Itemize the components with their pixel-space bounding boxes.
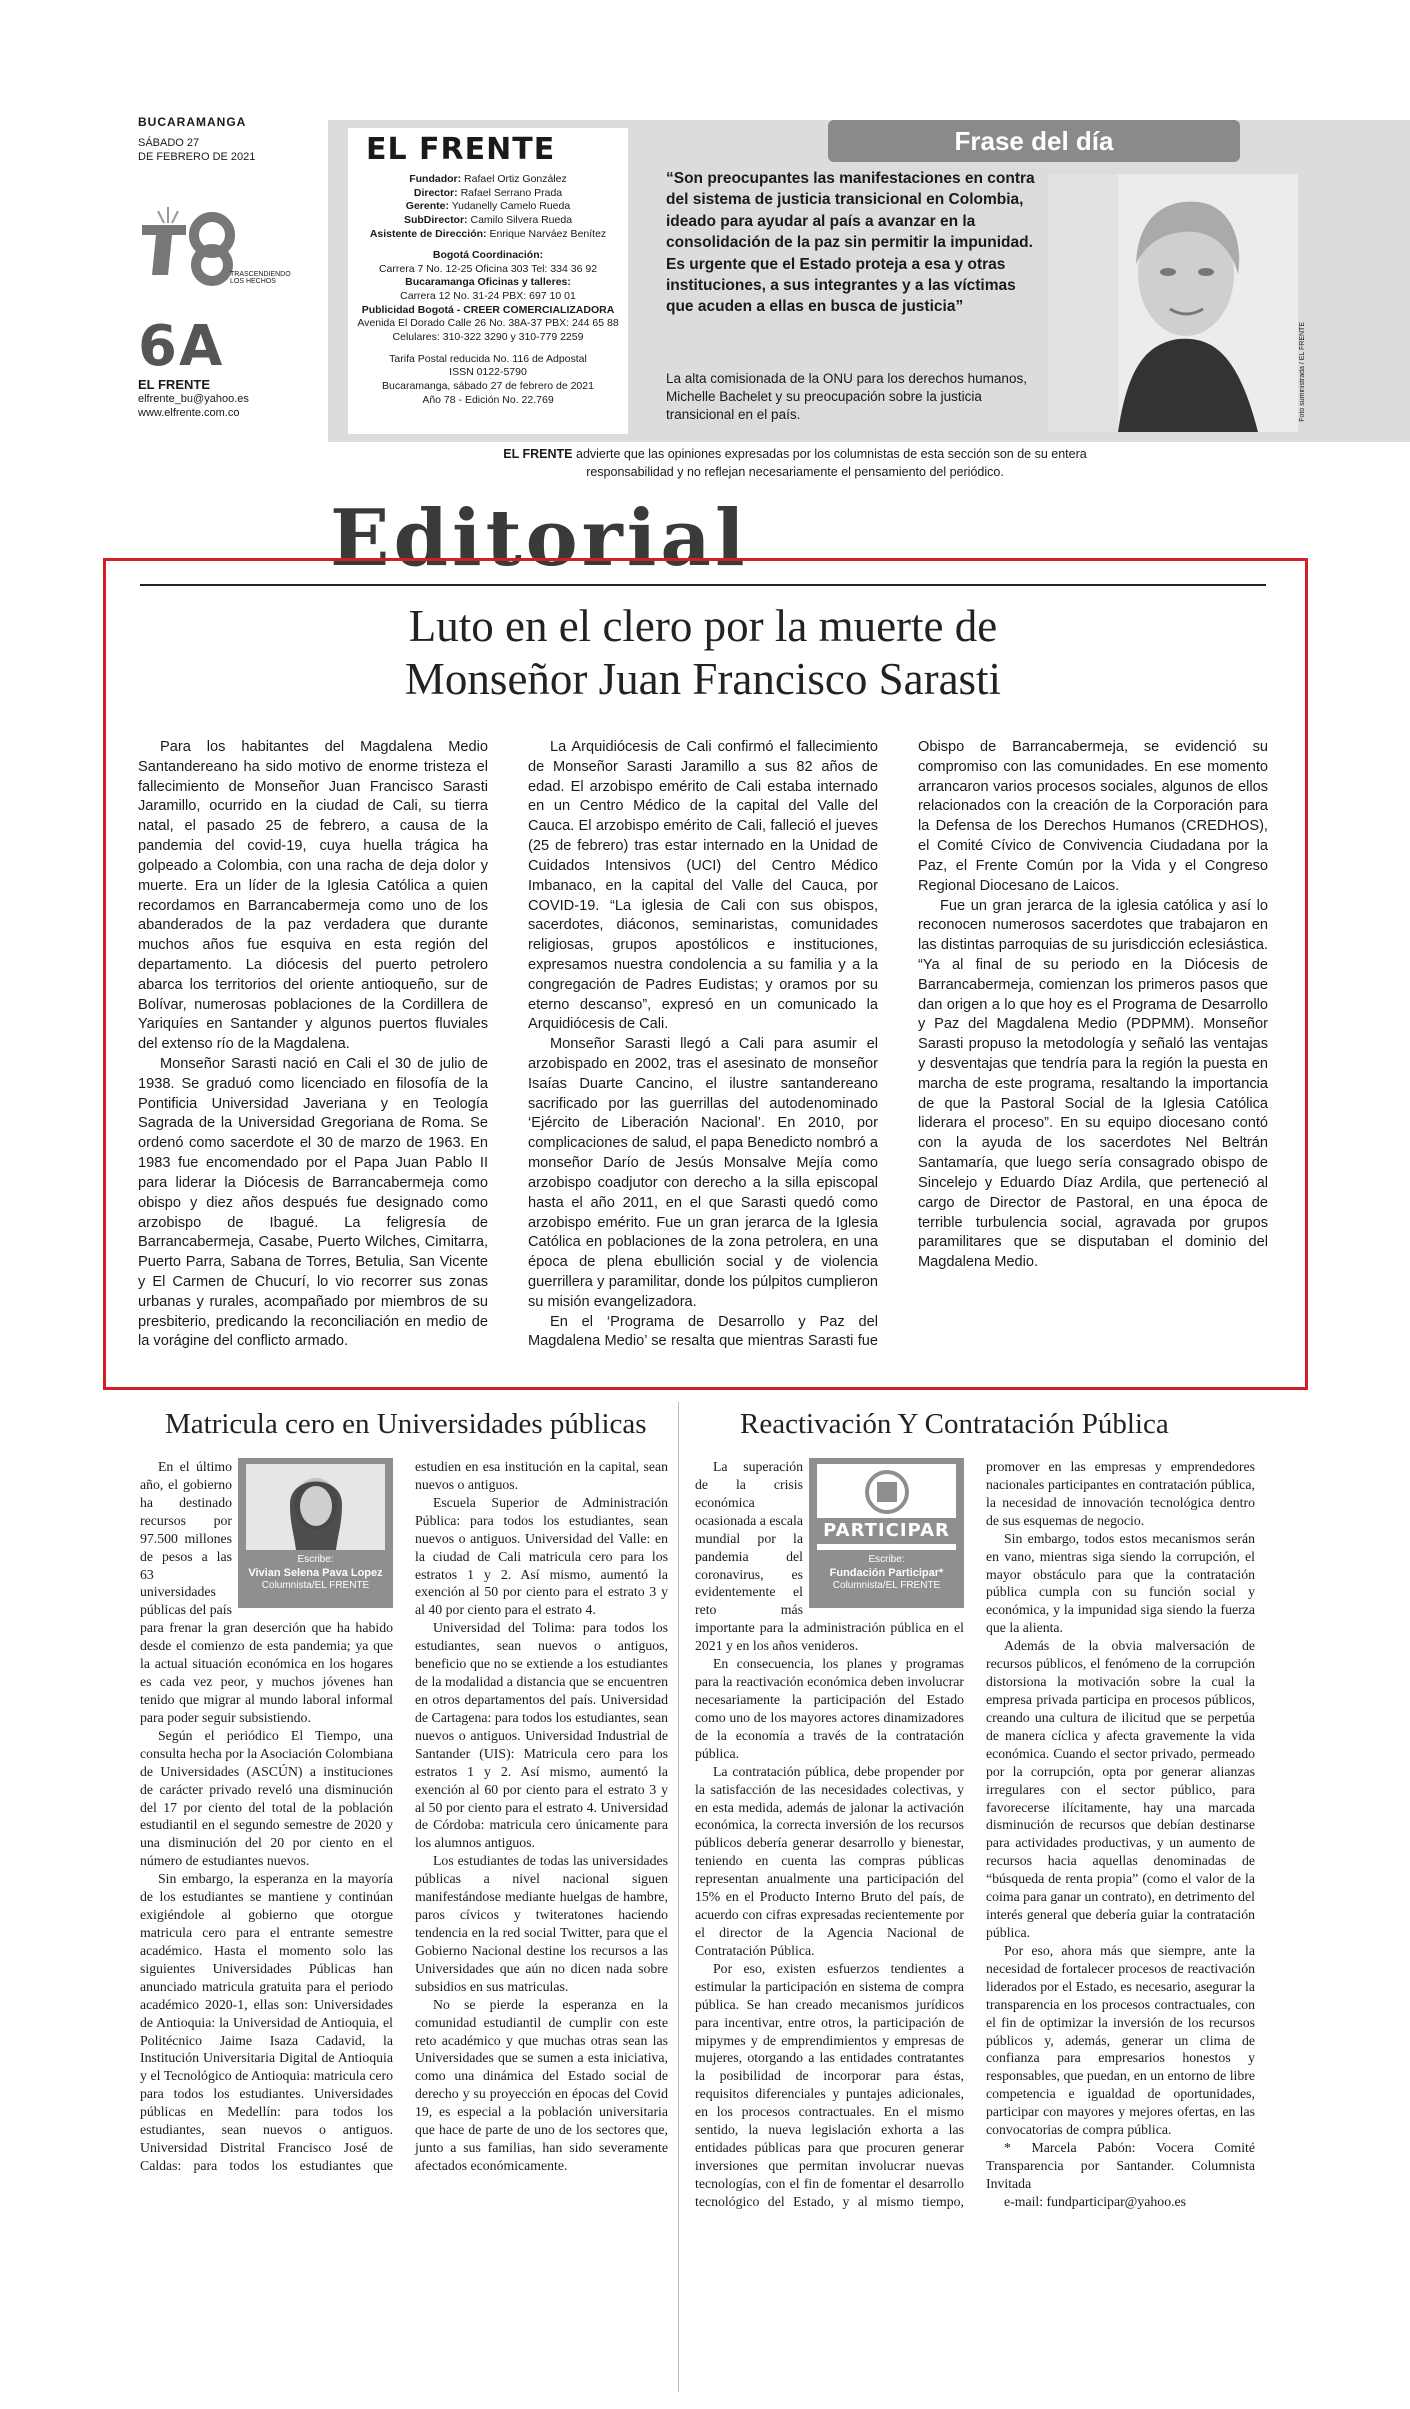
column-headline-right: Reactivación Y Contratación Pública (740, 1408, 1169, 1440)
paragraph: En el ‘Programa de Desarrollo y Paz del Magdalena Medio’ se resalta que mientras Sarasti fue Obispo de Barrancabermeja, se evidenció su compromiso con las comunidades. En ese momento arrancaron varios procesos sociales, algunos de ellos relacionados con la creación de la Corporación para la Defensa de los Derechos Humanos (CREDHOS), el Comité Cívico de Convivencia Ciudadana por la Paz, el Frente Común por la Vida y el Congreso Regional Diocesano de Laicos. (528, 739, 1268, 1350)
paragraph: Monseñor Sarasti llegó a Cali para asumir el arzobispado en 2002, tras el asesinato de monseñor Isaías Duarte Cancino, el ilustre santandereano sacrificado por las guerrillas del autodenominado ‘Ejército de Liberación Nacional’. En 2010, por complicaciones de salud, el papa Benedicto nombró a monseñor Darío de Jesús Monsalve Mejía como arzobispo coadjutor con derecho a la silla episcopal hasta el año 2011, en el que Sarasti quedó como arzobispo emérito. Fue un gran jerarca de la Iglesia Católica en poblaciones de la zona petrolera, en una época de plena ebullición social y de violencia guerrillera y paramilitar, donde los púlpitos cumplieron su misión evangelizadora. (528, 1036, 878, 1310)
postal-line: Año 78 - Edición No. 22.769 (422, 393, 554, 406)
paragraph: En consecuencia, los planes y programas para la reactivación económica deben involucrar necesariamente la participación del Estado como uno de los mayores actores dinamizadores de la economía a través de la contratación pública. (695, 1656, 964, 1761)
divider (140, 584, 1266, 586)
paragraph: Por eso, ahora más que siempre, ante la necesidad de fortalecer procesos de reactivación liderados por el Estado, es necesario, asegurar la transparencia en los procesos contractuales, con el fin de optimizar la inversión de los recursos públicos y, además, generar un clima de confianza para empresarios honestos y responsables, que puedan, en un entorno de libre competencia e igualdad de oportunidades, participar con mayores y mejores ofertas, en las convocatorias de compra pública. (986, 1942, 1255, 2138)
postal-line: Tarifa Postal reducida No. 116 de Adpostal (389, 352, 587, 365)
column-body-left (140, 1458, 668, 2388)
author-card (238, 1458, 393, 1608)
column-body-right (695, 1458, 1255, 2388)
office-line: Bucaramanga Oficinas y talleres: (405, 276, 571, 289)
paragraph: La superación de la crisis económica ocasionada a escala mundial por la pandemia del coronavirus, es evidentemente el reto más importante para la administración pública en el 2021 y en los años venideros. (695, 1459, 964, 1654)
paragraph: La contratación pública, debe propender por la satisfacción de las necesidades colectivas, y en esta medida, además de jalonar la activación económica, la correcta inversión de los recursos públicos debería generar desarrollo y bienestar, teniendo en cuenta las compras públicas representan anualmente una participación del 15% en el Producto Interno Bruto del país, de acuerdo con cifras expresadas recientemente por el director de la Agencia Nacional de Contratación Pública. (695, 1763, 964, 1958)
quote-of-the-day (648, 120, 1410, 442)
column-headline-left: Matricula cero en Universidades públicas (165, 1408, 647, 1440)
page-number: 6A (138, 313, 225, 379)
author-photo (246, 1464, 385, 1550)
credit-line: Director: Rafael Serrano Prada (413, 186, 563, 199)
editorial-headline: Luto en el clero por la muerte de Monseñor Juan Francisco Sarasti (404, 601, 1002, 704)
author-card (809, 1458, 964, 1608)
paragraph: Además de la obvia malversación de recursos públicos, el fenómeno de la corrupción distorsiona la motivación sobre la cual la empresa privada participa en procesos públicos, creando una cultura de ilicitud que se perpetúa de manera cíclica y afecta gravemente la vida económica. Cuando el sector privado, permeado por la corrupción, opta por generar alianzas irregulares con el sector público, para favorecerse ilícitamente, hay una marcada disminución de recursos que debían destinarse para actividades productivas, y un aumento de recursos hacia aquellas denominadas de “búsqueda de renta propia” (como el valor de la coima para ganar un contrato), en detrimento del interés general que debería guiar la contratación pública. (986, 1638, 1255, 1940)
masthead-title: EL FRENTE (366, 132, 556, 167)
paragraph: No se pierde la esperanza en la comunidad estudiantil de cumplir con este reto académico y que muchas otras sean las Universidades que se sumen a esta iniciativa, como una dinámica del Estado social de derecho y su proyección en épocas del Covid 19, es especial a la población universitaria que hace de parte de uno de los sectores que, junto a sus familias, han sido severamente afectados económicamente. (415, 1996, 668, 2173)
anniversary-logo: TRASCENDIENDO LOS HECHOS (138, 205, 288, 297)
masthead-credits (348, 128, 628, 434)
office-line: Carrera 7 No. 12-25 Oficina 303 Tel: 334 36 92 (378, 262, 598, 275)
section-title: Editorial (330, 493, 749, 584)
masthead-panel (328, 120, 1410, 442)
disclaimer: EL FRENTE advierte que las opiniones expresadas por los columnistas de esta sección son de su entera responsabilidad y no reflejan necesariamente el pensamiento del periódico. (503, 447, 1087, 479)
portrait-photo (1048, 174, 1306, 432)
office-line: Bogotá Coordinación: (432, 249, 544, 262)
paragraph: Los estudiantes de todas las universidades públicas a nivel nacional siguen manifestándose mediante huelgas de hambre, paros cívicos y twiteratones haciendo tendencia en la red social Twitter, para que el Gobierno Nacional destine los recursos a las Universidades que aún no dicen nada sobre subsidios en sus matriculas. (415, 1853, 668, 1994)
issue-date: SÁBADO 27 DE FEBRERO DE 2021 (138, 137, 256, 163)
paragraph: La Arquidiócesis de Cali confirmó el fallecimiento de Monseñor Sarasti Jaramillo a sus 82 años de edad. El arzobispo emérito de Cali estaba internado en un Centro Médico de la capital del Valle del Cauca. El arzobispo emérito de Cali, falleció el jueves (25 de febrero) tras estar internado en la Unidad de Cuidados Intensivos (UCI) del Centro Médico Imbanaco, en la capital del Valle del Cauca, por COVID-19. “La iglesia de Cali con sus obispos, sacerdotes, diáconos, seminaristas, comunidades religiosas, grupos apostólicos e instituciones, expresamos nuestra condolencia a su familia y a la congregación de Padres Eudistas; y oramos por su eterno descanso”, expresó en un comunicado la Arquidiócesis de Cali. (528, 739, 878, 1033)
paragraph: Monseñor Sarasti nació en Cali el 30 de julio de 1938. Se graduó como licenciado en filosofía de la Pontificia Universidad Javeriana y en Teología Sagrada de la Universidad Gregoriana de Roma. Se ordenó como sacerdote el 30 de marzo de 1963. En 1983 fue encomendado por el Papa Juan Pablo II para liderar la Diócesis de Barrancabermeja como obispo y diez años después fue designado como arzobispo de Ibagué. La feligresía de Barrancabermeja, Casabe, Puerto Wilches, Cimitarra, Puerto Parra, Sabana de Torres, Betulia, San Vicente y El Carmen de Chucurí, lo vio recorrer sus zonas urbanas y rurales, acompañado por miembros de su presbiterio, predicando la reconciliación en medio de la vorágine del conflicto armado. (138, 1056, 488, 1350)
paragraph: Universidad del Tolima: para todos los estudiantes, sean nuevos o antiguos, beneficio que no se extiende a los estudiantes de la modalidad a distancia que se encuentren en otros departamentos del país. Universidad de Cartagena: para todos los estudiantes, sean nuevos o antiguos. Universidad Industrial de Santander (UIS): Matricula cero para los estratos 1 y 2. Así mismo, aumentó la exención al 60 por ciento para el estrato 3 y al 50 por ciento para el estrato 4. Universidad de Córdoba: matricula cero únicamente para los alumnos antiguos. (415, 1620, 668, 1851)
paragraph: Sin embargo, la esperanza en la mayoría de los estudiantes se mantiene y continúan exigiéndole al gobierno que otorgue matricula cero para el entrante semestre académico. Hasta el momento solo las siguientes Universidades Públicas han anunciado matricula gratuita para el periodo académico 2020-1, ellas son: Universidades de Antioquia: la Universidad de Antioquia, el Politécnico Jaime Isaza Cadavid, la Institución Universitaria Digital de Antioquia y el Tecnológico de Antioquia: matricula cero para todos los estudiantes. Universidades públicas en Medellín: para todos los estudiantes, sean nuevos o antiguos. Universidad Distrital Francisco José de Caldas: para todos los estudiantes que estudien en esa institución en la capital, sean nuevos o antiguos. (140, 1459, 668, 2173)
credit-line: Fundador: Rafael Ortiz González (409, 173, 567, 185)
author-caption: Escribe: Fundación Participar* Columnista/EL FRENTE (829, 1554, 944, 1592)
credit-line: Gerente: Yudanelly Camelo Rueda (405, 200, 571, 213)
office-line: Carrera 12 No. 31-24 PBX: 697 10 01 (400, 290, 576, 303)
credit-line: SubDirector: Camilo Silvera Rueda (403, 213, 573, 226)
editorial-body (138, 738, 1268, 1352)
opinion-columns (140, 1402, 1266, 2402)
contact-email[interactable]: elfrente_bu@yahoo.es (138, 392, 249, 405)
office-line: Celulares: 310-322 3290 y 310-779 2259 (392, 331, 584, 344)
office-line: Avenida El Dorado Calle 26 No. 38A-37 PBX: 244 65 88 (357, 317, 619, 330)
paragraph: Para los habitantes del Magdalena Medio Santandereano ha sido motivo de enorme tristeza el fallecimiento de Monseñor Juan Francisco Sarasti Jaramillo, ocurrido en la ciudad de Cali, su tierra natal, el pasado 25 de febrero, a causa de la pandemia del covid-19, cuya huella trágica ha golpeado a Colombia, con una racha de deja dolor y muerte. Era un líder de la Iglesia Católica a quien recordamos en Barrancabermeja como uno de los abanderados de la paz verdadera que durante muchos años fue esquiva en esta región del departamento. La diócesis del puerto petrolero abarca los territorios del oriente antioqueño, sur de Bolívar, numerosas poblaciones de la Cordillera de Yariquíes en Santander y algunos puertos fluviales del extenso río de la Magdalena. (138, 739, 488, 1053)
quote-caption: La alta comisionada de la ONU para los derechos humanos, Michelle Bachelet y su preocupación sobre la justicia transicional en el país. (666, 371, 1027, 423)
paragraph: Según el periódico El Tiempo, una consulta hecha por la Asociación Colombiana de Universidades (ASCÚN) a instituciones de carácter privado reveló una disminución del 17 por ciento del total de la población estudiantil en el segundo semestre de 2020 y una disminución del 20 por ciento en el número de estudiantes nuevos. (140, 1727, 393, 1869)
quote-text: “Son preocupantes las manifestaciones en contra del sistema de justicia transicional en Colombia, ideado para ayudar al país a avanzar en la consolidación de la paz sin permitir la impunidad. Es urgente que el Estado proteja a esa y otras instituciones, a sus integrantes y a las víctimas que acuden a ellas en busca de justicia” (666, 170, 1035, 316)
column-divider (678, 1402, 679, 2392)
postal-line: Bucaramanga, sábado 27 de febrero de 2021 (382, 379, 594, 392)
paragraph: Escuela Superior de Administración Pública: para todos los estudiantes, sean nuevos o antiguos. Universidad del Valle: en la ciudad de Cali matricula cero para los estratos 1 y 2. Así mismo, aumentó la exención al 50 por ciento para el estrato 3 y al 40 por ciento para el estrato 4. (415, 1494, 668, 1618)
paragraph: En el último año, el gobierno ha destinado recursos por 97.500 millones de pesos a las 63 universidades públicas del país para frenar la gran deserción que ha habido desde el comienzo de esta pandemia; ya que la actual situación económica en los hogares es cada vez peor, y muchos jóvenes han tenido que migrar al mundo laboral informal para poder seguir subsistiendo. (140, 1459, 393, 1725)
author-email[interactable]: e-mail: fundparticipar@yahoo.es (1004, 2193, 1187, 2209)
contact-website[interactable]: www.elfrente.com.co (138, 406, 240, 419)
paragraph: Sin embargo, todos estos mecanismos serán en vano, mientras siga siendo la corrupción, el mayor obstáculo para que la contratación pública cumpla con su función social y económica, y la impunidad siga siendo la fuerza que la alienta. (986, 1530, 1255, 1636)
quote-tab: Frase del día (828, 120, 1240, 162)
photo-credit: Foto suministrada / EL FRENTE (1299, 322, 1306, 422)
brand-name: EL FRENTE (138, 376, 210, 392)
office-line: Publicidad Bogotá - CREER COMERCIALIZADORA (361, 303, 615, 316)
credit-line: Asistente de Dirección: Enrique Narváez Benítez (369, 227, 607, 240)
paragraph: Por eso, existen esfuerzos tendientes a estimular la participación en sistema de compra pública. Se han creado mecanismos jurídicos para incentivar, entre otros, la participación de mipymes y de emprendimientos y empresas de mujeres, otorgando a las entidades contratantes la posibilidad de incorporar para éstas, requisitos diferenciales y puntajes adicionales, en los procesos contractuales. En el mismo sentido, la nueva legislación exhorta a las entidades públicas para que procuren generar inversiones que permitan involucrar nuevas tecnologías, con el fin de fomentar el desarrollo tecnológico del Estado, y al mismo tiempo, promover en las empresas y emprendedores nacionales participantes en contratación pública, la necesidad de innovación tecnológica dentro de sus esquemas de negocio. (695, 1459, 1255, 2209)
city-label: BUCARAMANGA (138, 115, 247, 129)
sidebar (138, 115, 328, 420)
author-caption: Escribe: Vivian Selena Pava Lopez Columnista/EL FRENTE (248, 1554, 383, 1592)
author-note: * Marcela Pabón: Vocera Comité Transparencia por Santander. Columnista Invitada (986, 2140, 1255, 2191)
participar-logo: PARTICIPAR (817, 1464, 956, 1550)
postal-line: ISSN 0122-5790 (449, 366, 527, 379)
paragraph: Fue un gran jerarca de la iglesia católica y así lo reconocen numerosos sacerdotes que trabajaron en las distintas parroquias de su jurisdicción eclesiástica. “Ya al final de su periodo en la Diócesis de Barrancabermeja, comienzan los primeros pasos que dan origen a lo que hoy es el Programa de Desarrollo y Paz del Magdalena Medio (PDPMM). Monseñor Sarasti propuso la metodología y señaló las ventajas y desventajas que tendría para la región la puesta en marcha de este programa, resaltando la importancia de que la Pastoral Social de la Iglesia Católica liderara el proceso”. En su equipo diocesano contó con la ayuda de los sacerdotes Nel Beltrán Santamaría, que luego sería consagrado obispo de Sincelejo y Eduardo Díaz Ardila, que perteneció al cargo de Director de Pastoral, en una época de terrible turbulencia social, agravada por grupos paramilitares que se disputaban el dominio del Magdalena Medio. (918, 897, 1268, 1271)
